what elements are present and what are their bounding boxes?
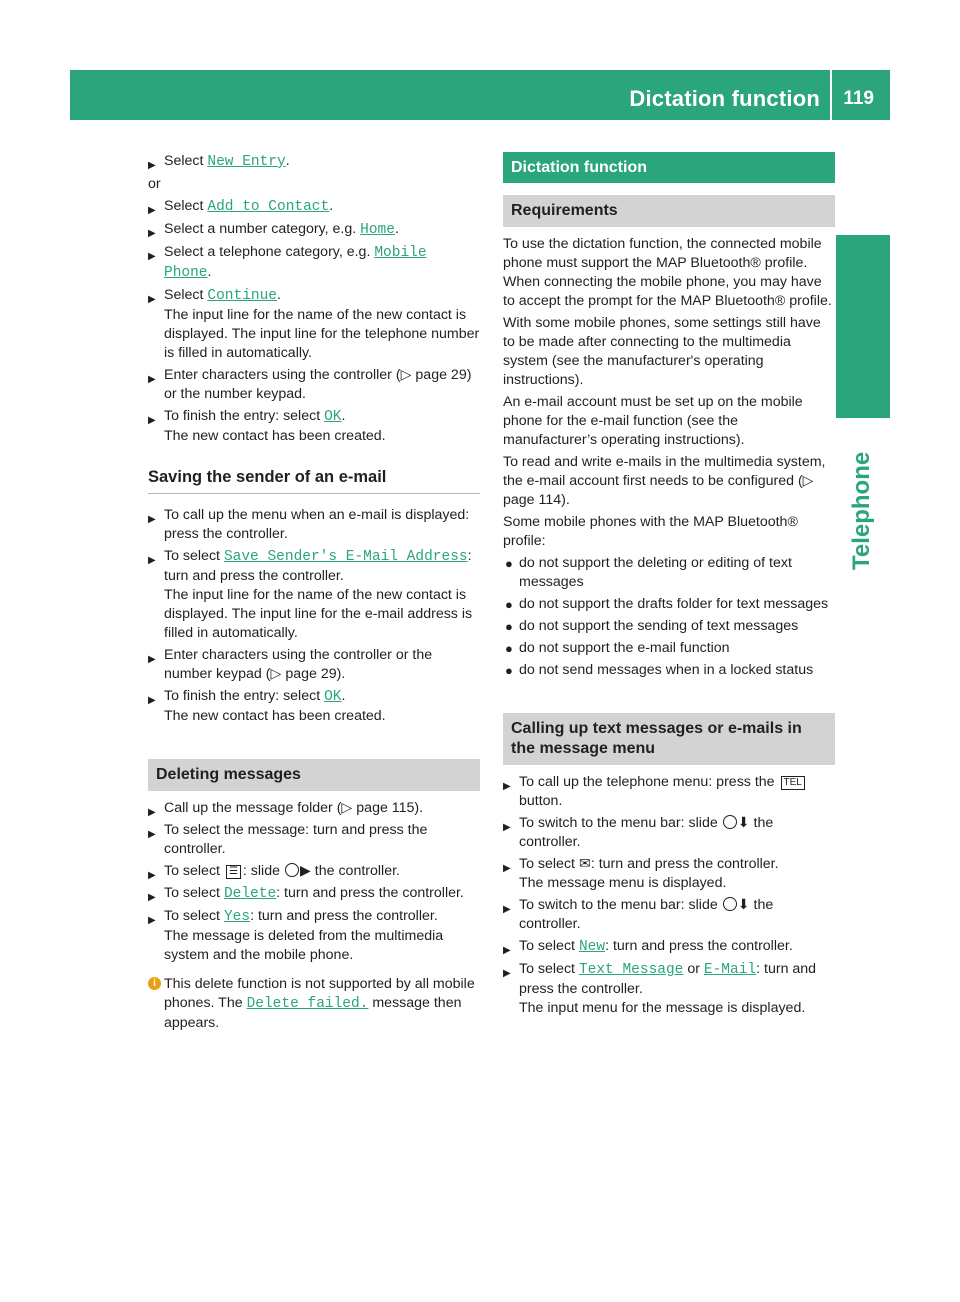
- step: ▶ Enter characters using the controller or the number keypad (▷ page 29).: [148, 647, 433, 682]
- info-note: i This delete function is not supported by all mobile phones. The Delete failed. message then appears.: [148, 975, 480, 1033]
- menu-item: Save Sender's E-Mail Address: [223, 549, 468, 565]
- section-heading: Saving the sender of an e-mail: [148, 468, 480, 494]
- menu-item: Delete: [223, 886, 277, 902]
- list-item: ● do not support the sending of text messages: [505, 618, 799, 634]
- arrow-icon: ▶: [148, 807, 156, 818]
- arrow-icon: ▶: [503, 863, 511, 874]
- page-number: 119: [843, 88, 874, 109]
- step: ▶ Select Continue. The input line for the name of the new contact is displayed. The input line for the telephone number is filled in automatically.: [148, 287, 480, 361]
- step: ▶ Select Add to Contact.: [148, 197, 480, 217]
- menu-item: Delete failed.: [246, 996, 369, 1012]
- arrow-icon: ▶: [148, 228, 156, 239]
- menu-item: Mobile Phone: [164, 245, 427, 281]
- arrow-icon: ▶: [148, 160, 156, 171]
- section-heading: Calling up text messages or e-mails in the message menu: [503, 713, 835, 765]
- step: ▶ To finish the entry: select OK. The new contact has been created.: [148, 688, 386, 724]
- page-header: [70, 70, 890, 120]
- arrow-icon: ▶: [148, 870, 156, 881]
- menu-item: OK: [324, 689, 342, 705]
- right-column: [503, 152, 835, 1021]
- arrow-icon: ▶: [148, 695, 156, 706]
- side-tab: [836, 235, 890, 418]
- paragraph: With some mobile phones, some settings still have to be made after connecting to the multimedia system (see the manufacturer's operating instructions).: [503, 315, 821, 388]
- section-heading: Requirements: [503, 195, 835, 227]
- arrow-icon: ▶: [503, 781, 511, 792]
- menu-item: Text Message: [578, 962, 684, 978]
- controller-icon: [285, 863, 299, 877]
- menu-item: OK: [324, 409, 342, 425]
- section-heading: Dictation function: [503, 152, 835, 183]
- controller-icon: [723, 815, 737, 829]
- step: ▶ To select ☰ : slide ▶ the controller.: [148, 862, 480, 881]
- menu-item: Continue: [207, 288, 278, 304]
- arrow-icon: ▶: [148, 654, 156, 665]
- paragraph: An e-mail account must be set up on the mobile phone for the e-mail function (see the manufacturer’s operating instructions).: [503, 394, 803, 448]
- info-icon: i: [148, 977, 161, 990]
- menu-item: Add to Contact: [207, 199, 330, 215]
- step: ▶ Select New Entry.: [148, 152, 480, 172]
- arrow-icon: ▶: [148, 415, 156, 426]
- list-item: ● do not send messages when in a locked status: [505, 662, 814, 678]
- step: ▶ To select Yes: turn and press the controller. The message is deleted from the multimedia system and the mobile phone.: [148, 908, 444, 963]
- step: ▶ To finish the entry: select OK. The new contact has been created.: [148, 408, 386, 444]
- arrow-icon: ▶: [503, 904, 511, 915]
- controller-icon: [723, 897, 737, 911]
- step: ▶ To switch to the menu bar: slide ⬇ the controller.: [503, 815, 774, 850]
- arrow-icon: ▶: [503, 968, 511, 979]
- menu-item: Yes: [223, 909, 251, 925]
- menu-item: Home: [360, 222, 395, 238]
- arrow-icon: ▶: [503, 822, 511, 833]
- menu-item: New: [578, 939, 606, 955]
- envelope-icon: ✉: [578, 856, 591, 872]
- step: ▶ To select New: turn and press the controller.: [503, 937, 835, 957]
- step: ▶ To call up the telephone menu: press the TEL button.: [503, 773, 835, 811]
- menu-item: E-Mail: [703, 962, 757, 978]
- step: ▶ To switch to the menu bar: slide ⬇ the controller.: [503, 897, 774, 932]
- header-divider: [830, 70, 832, 120]
- menu-item: New Entry: [207, 154, 286, 170]
- section-heading: Deleting messages: [148, 759, 480, 791]
- step: ▶ Select a number category, e.g. Home.: [148, 220, 480, 240]
- step: ▶ Select a telephone category, e.g. Mobile Phone.: [148, 244, 427, 281]
- step: ▶ To select Save Sender's E-Mail Address: turn and press the controller. The input line for the name of the new contact is displayed. The input line for the e-mail address is filled in automatically.: [148, 548, 473, 641]
- arrow-icon: ▶: [148, 294, 156, 305]
- list-item: ● do not support the drafts folder for text messages: [505, 596, 829, 612]
- arrow-icon: ▶: [148, 205, 156, 216]
- step: ▶ To select the message: turn and press the controller.: [148, 822, 428, 857]
- or-text: or: [148, 176, 161, 192]
- step: ▶ To select Delete: turn and press the controller.: [148, 884, 480, 904]
- arrow-icon: ▶: [148, 829, 156, 840]
- tel-key-icon: TEL: [781, 776, 805, 790]
- step: ▶ To select ✉: turn and press the controller. The message menu is displayed.: [503, 856, 779, 891]
- arrow-icon: ▶: [148, 915, 156, 926]
- list-item: ● do not support the e-mail function: [505, 640, 730, 656]
- menu-symbol-icon: ☰: [226, 865, 241, 879]
- step: ▶ To select Text Message or E-Mail: turn and press the controller. The input menu for the message is displayed.: [503, 961, 817, 1016]
- paragraph: To use the dictation function, the connected mobile phone must support the MAP Bluetooth® profile. When connecting the mobile phone, you may have to accept the prompt for the MAP Bluetooth® profile.: [503, 236, 832, 309]
- paragraph: Some mobile phones with the MAP Bluetooth® profile:: [503, 514, 798, 549]
- arrow-icon: ▶: [148, 892, 156, 903]
- step: ▶ Enter characters using the controller (▷ page 29) or the number keypad.: [148, 367, 472, 402]
- arrow-icon: ▶: [148, 555, 156, 566]
- left-column: [148, 152, 480, 1033]
- arrow-icon: ▶: [503, 945, 511, 956]
- step: ▶ Call up the message folder (▷ page 115).: [148, 799, 480, 818]
- arrow-icon: ▶: [148, 251, 156, 262]
- paragraph: To read and write e-mails in the multimedia system, the e-mail account first needs to be configured (▷ page 114).: [503, 454, 826, 508]
- step: ▶ To call up the menu when an e-mail is displayed: press the controller.: [148, 507, 470, 542]
- arrow-icon: ▶: [148, 514, 156, 525]
- side-tab-label: Telephone: [848, 451, 875, 570]
- header-title: Dictation function: [629, 86, 820, 111]
- list-item: ● do not support the deleting or editing of text messages: [505, 555, 792, 590]
- arrow-icon: ▶: [148, 374, 156, 385]
